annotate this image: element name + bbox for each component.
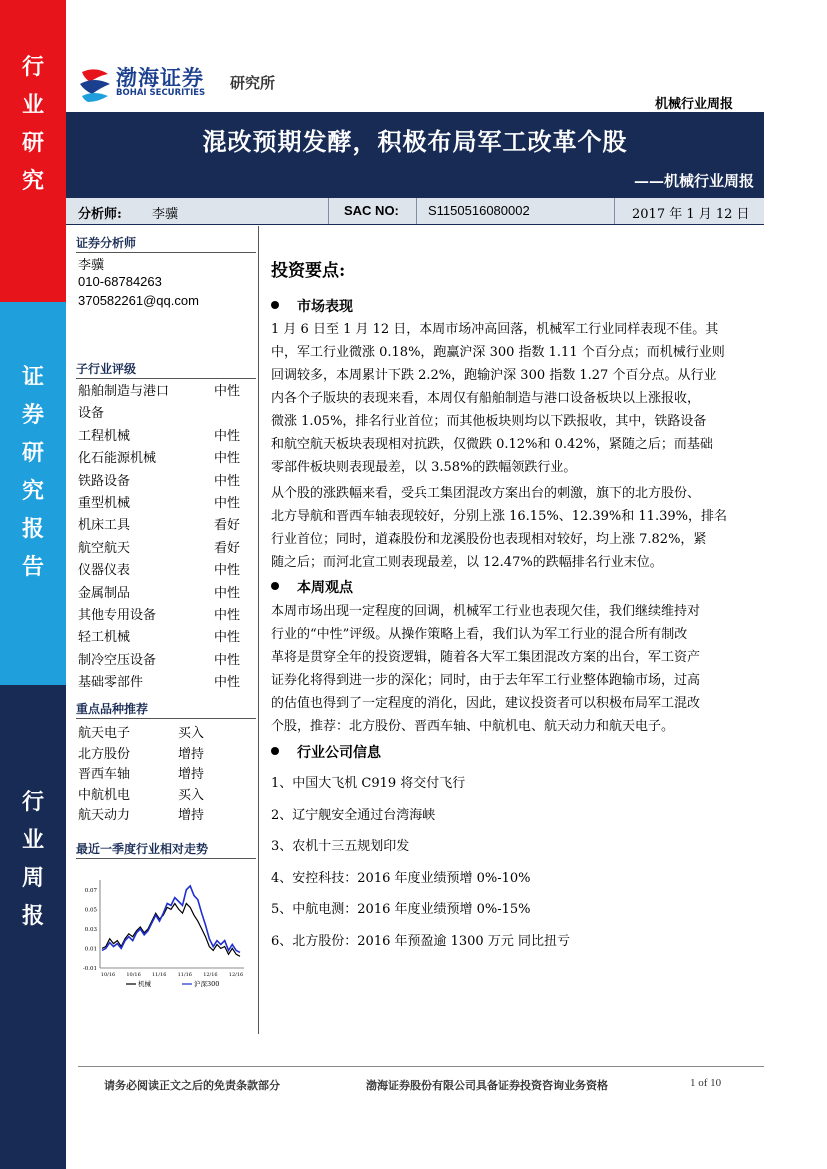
table-row — [78, 743, 248, 765]
sidebar-char: 周 — [21, 865, 44, 891]
sidebar-char: 研 — [21, 440, 44, 466]
table-row — [78, 649, 248, 671]
chart-x-tick-label: 11/16 — [151, 972, 167, 978]
news-item: 4、安控科技：2016 年度业绩预增 0%-10% — [271, 870, 531, 886]
paragraph-line: 从个股的涨跌幅来看，受兵工集团混改方案出台的刺激，旗下的北方股份、 — [271, 486, 701, 501]
chart-legend-label: 机械 — [138, 980, 151, 988]
picks-heading: 重点品种推荐 — [76, 700, 256, 719]
table-row — [78, 784, 248, 806]
page-subtitle: ——机械行业周报 — [633, 172, 754, 190]
section-title: 本周观点 — [297, 580, 353, 596]
title-banner — [66, 112, 764, 198]
sidebar-char: 行 — [21, 54, 44, 80]
sidebar-blue-band — [0, 302, 66, 685]
logo-chinese-name: 渤海证券 — [116, 65, 204, 90]
row-name: 仪器仪表 — [78, 563, 131, 579]
analyst-label: 分析师: — [78, 207, 122, 222]
paragraph-line: 的估值也得到了一定程度的消化，因此，建议投资者可以积极布局军工混改 — [271, 696, 701, 711]
analyst-name-detail: 李骥 — [78, 258, 105, 273]
paragraph-line: 行业的“中性”评级。从操作策略上看，我们认为军工行业的混合所有制改 — [271, 627, 688, 642]
chart-x-tick-label: 12/16 — [228, 972, 244, 978]
sidebar-char: 研 — [21, 130, 44, 156]
info-divider — [614, 198, 615, 224]
paragraph-line: 回调较多，本周累计下跌 2.2%，跑输沪深 300 指数 1.27 个百分点。从行业 — [271, 368, 717, 383]
news-item: 5、中航电测：2016 年度业绩预增 0%-15% — [271, 902, 531, 917]
chart-legend-label: 沪深300 — [194, 980, 220, 988]
sidebar-char: 报 — [21, 903, 44, 929]
relative-performance-chart — [78, 866, 248, 1002]
row-name: 中航机电 — [78, 787, 131, 803]
row-rating: 中性 — [214, 585, 241, 601]
row-rating: 增持 — [178, 767, 205, 783]
footer-divider — [78, 1066, 764, 1067]
paragraph-line: 中，军工行业微涨 0.18%，跑赢沪深 300 指数 1.11 个百分点；而机械行业则 — [271, 345, 725, 360]
bohai-logo-icon — [78, 66, 112, 104]
company-logo — [78, 66, 298, 106]
table-row — [78, 804, 248, 826]
bullet-icon — [271, 747, 279, 755]
chart-x-tick-label: 11/16 — [177, 972, 193, 978]
ratings-heading: 子行业评级 — [76, 360, 256, 379]
row-name: 基础零部件 — [78, 675, 144, 691]
sac-number: S1150516080002 — [428, 203, 530, 218]
paragraph-line: 微涨 1.05%，排名行业首位；而其他板块则均以下跌报收，其中，铁路设备 — [271, 414, 707, 429]
analyst-phone: 010-68784263 — [78, 274, 162, 289]
weekly-view-paragraph — [271, 600, 758, 738]
footer-qualification: 渤海证券股份有限公司具备证券投资咨询业务资格 — [366, 1079, 608, 1092]
footer-disclaimer: 请务必阅读正文之后的免责条款部分 — [104, 1079, 280, 1092]
sidebar-char: 究 — [21, 168, 44, 194]
row-rating: 中性 — [214, 451, 241, 467]
table-row — [78, 470, 248, 492]
paragraph-line: 革将是贯穿全年的投资逻辑，随着各大军工集团混改方案的出台，军工资产 — [271, 650, 701, 665]
table-row — [78, 447, 248, 469]
row-rating: 中性 — [214, 630, 241, 646]
row-rating: 买入 — [178, 726, 205, 741]
table-row — [78, 402, 248, 424]
row-name: 航空航天 — [78, 540, 131, 556]
paragraph-line: 随之后；而河北宣工则表现最差，以 12.47%的跌幅排名行业末位。 — [271, 555, 663, 570]
table-row — [78, 380, 248, 402]
section-title: 市场表现 — [297, 299, 353, 315]
chart-heading: 最近一季度行业相对走势 — [76, 840, 256, 859]
row-name: 化石能源机械 — [78, 451, 157, 467]
table-row — [78, 425, 248, 447]
sidebar-char: 证 — [21, 364, 44, 390]
paragraph-line: 本周市场出现一定程度的回调，机械军工行业也表现欠佳，我们继续维持对 — [271, 604, 701, 619]
table-row — [78, 559, 248, 581]
table-row — [78, 722, 248, 744]
section-title: 行业公司信息 — [297, 745, 381, 761]
sidebar-char: 告 — [21, 554, 44, 580]
paragraph-line: 证券化将得到进一步的深化；同时，由于去年军工行业整体跑输市场，过高 — [271, 673, 701, 688]
table-row — [78, 671, 248, 693]
paragraph-line: 行业首位；同时，道森股份和龙溪股份也表现相对较好，均上涨 7.82%，紧 — [271, 532, 707, 547]
news-item: 2、辽宁舰安全通过台湾海峡 — [271, 807, 436, 823]
news-item: 3、农机十三五规划印发 — [271, 839, 410, 854]
table-row — [78, 763, 248, 785]
row-rating: 中性 — [214, 608, 241, 623]
chart-x-tick-label: 10/16 — [100, 972, 116, 978]
sidebar-char: 报 — [21, 516, 44, 542]
news-item: 1、中国大飞机 C919 将交付飞行 — [271, 776, 466, 791]
chart-y-tick-label: 0.01 — [84, 946, 97, 953]
row-rating: 看好 — [214, 540, 241, 556]
table-row — [78, 604, 248, 626]
table-row — [78, 537, 248, 559]
row-name: 工程机械 — [78, 428, 131, 444]
sidebar-char: 究 — [21, 478, 44, 504]
row-name: 制冷空压设备 — [78, 652, 157, 668]
row-name: 北方股份 — [78, 746, 131, 762]
row-name: 金属制品 — [78, 585, 131, 601]
investment-highlights-heading: 投资要点: — [271, 261, 346, 281]
market-paragraph-2 — [271, 482, 758, 574]
row-rating: 买入 — [178, 787, 205, 803]
paragraph-line: 1 月 6 日至 1 月 12 日，本周市场冲高回落，机械军工行业同样表现不佳。其 — [271, 322, 719, 337]
paragraph-line: 零部件板块则表现最差，以 3.58%的跌幅领跌行业。 — [271, 460, 577, 475]
info-divider — [328, 198, 329, 224]
research-dept-label: 研究所 — [230, 74, 276, 92]
chart-series-line — [102, 904, 240, 957]
row-rating: 增持 — [178, 808, 205, 824]
market-paragraph-1 — [271, 318, 758, 479]
paragraph-line: 北方导航和晋西车轴表现较好，分别上涨 16.15%、12.39%和 11.39%，排名 — [271, 509, 727, 524]
row-name: 航天电子 — [78, 726, 131, 741]
report-type-label: 机械行业周报 — [655, 97, 734, 112]
news-item: 6、北方股份：2016 年预盈逾 1300 万元 同比扭亏 — [271, 933, 570, 949]
table-row — [78, 626, 248, 648]
sidebar-char: 业 — [21, 92, 44, 118]
bullet-icon — [271, 301, 279, 309]
info-divider — [416, 198, 417, 224]
bullet-icon — [271, 582, 279, 590]
chart-y-tick-label: 0.07 — [84, 887, 97, 894]
sidebar-char: 行 — [21, 789, 44, 815]
analyst-info-bar — [66, 198, 764, 225]
row-name: 重型机械 — [78, 496, 131, 511]
row-name: 航天动力 — [78, 808, 131, 824]
row-rating: 中性 — [214, 384, 241, 399]
sidebar-red-band — [0, 0, 66, 302]
row-name: 晋西车轴 — [78, 767, 131, 783]
row-rating: 中性 — [214, 563, 241, 579]
sidebar-char: 业 — [21, 827, 44, 853]
chart-x-tick-label: 10/16 — [126, 972, 141, 978]
sidebar-char: 券 — [21, 402, 44, 428]
chart-y-tick-label: 0.05 — [84, 907, 97, 914]
section-market-heading — [271, 296, 353, 316]
section-news-heading — [271, 742, 381, 762]
chart-x-tick-label: 12/16 — [203, 972, 218, 978]
row-name: 铁路设备 — [78, 473, 131, 489]
sac-label: SAC NO: — [344, 203, 399, 218]
row-name: 机床工具 — [78, 518, 131, 534]
row-rating: 中性 — [214, 496, 241, 511]
row-rating: 中性 — [214, 473, 241, 489]
row-rating: 中性 — [214, 652, 241, 668]
table-row — [78, 514, 248, 536]
row-rating: 中性 — [214, 675, 241, 691]
logo-english-name: BOHAI SECURITIES — [116, 88, 206, 98]
analyst-name: 李骥 — [152, 207, 179, 222]
row-rating: 看好 — [214, 518, 241, 534]
row-name: 其他专用设备 — [78, 608, 157, 623]
page-number: 1 of 10 — [690, 1077, 722, 1089]
chart-y-tick-label: 0.03 — [84, 926, 97, 933]
paragraph-line: 和航空航天板块表现相对抗跌，仅微跌 0.12%和 0.42%，紧随之后；而基础 — [271, 437, 713, 452]
row-name: 船舶制造与港口 — [78, 384, 170, 399]
section-view-heading — [271, 577, 353, 597]
row-name: 轻工机械 — [78, 630, 131, 646]
paragraph-line: 个股，推荐：北方股份、晋西车轴、中航机电、航天动力和航天电子。 — [271, 719, 675, 734]
sidebar-navy-band — [0, 685, 66, 1169]
row-name: 设备 — [78, 406, 105, 422]
table-row — [78, 582, 248, 604]
paragraph-line: 内各个子版块的表现来看，本周仅有船舶制造与港口设备板块以上涨报收， — [271, 391, 701, 406]
row-rating: 增持 — [178, 746, 205, 762]
row-rating: 中性 — [214, 428, 241, 444]
report-date: 2017 年 1 月 12 日 — [632, 207, 750, 222]
analyst-heading: 证券分析师 — [76, 234, 256, 253]
page-title: 混改预期发酵，积极布局军工改革个股 — [202, 127, 628, 156]
table-row — [78, 492, 248, 514]
chart-y-tick-label: -0.01 — [82, 966, 97, 972]
analyst-email[interactable]: 370582261@qq.com — [78, 293, 199, 308]
